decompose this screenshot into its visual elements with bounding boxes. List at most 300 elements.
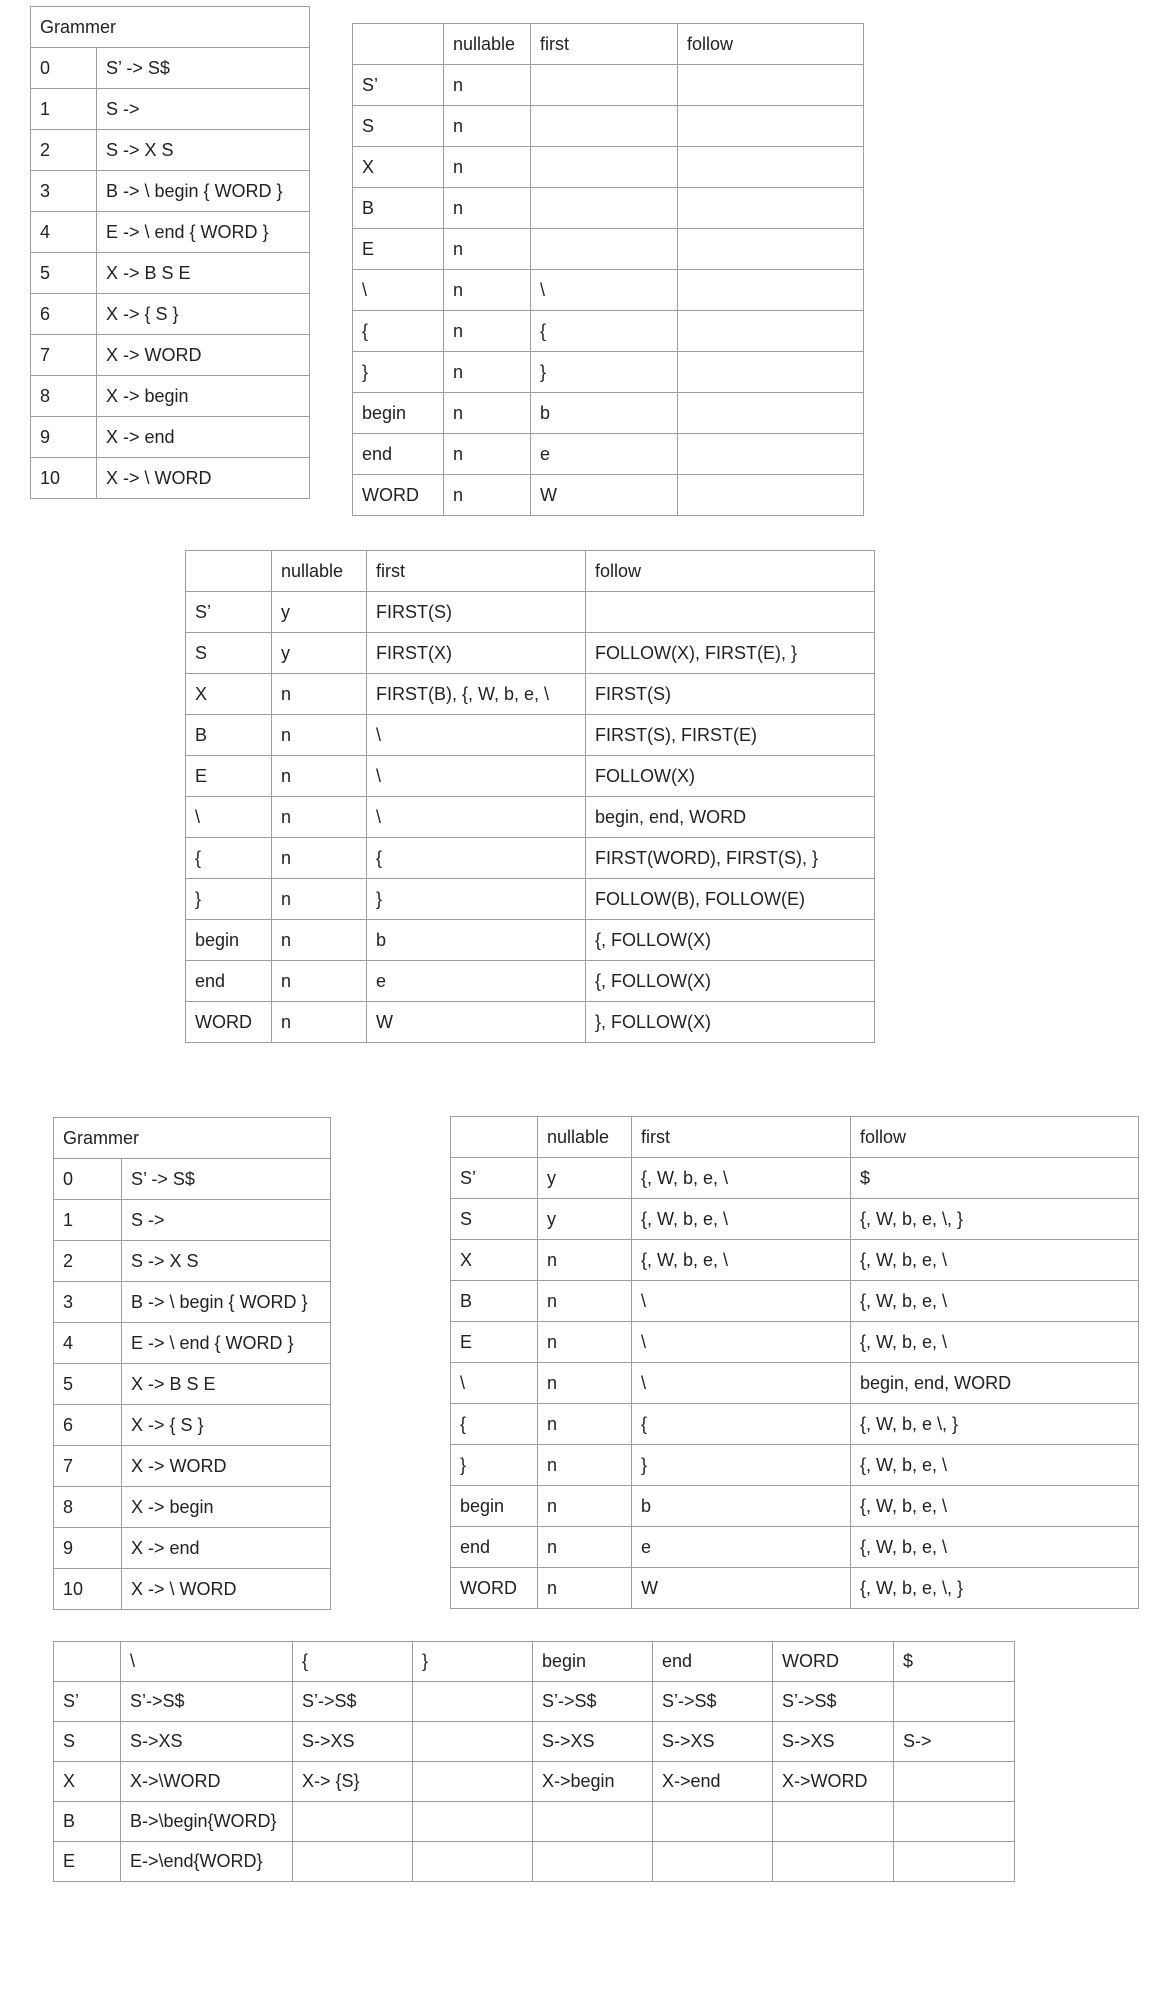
nullable-cell: n xyxy=(538,1363,632,1404)
nonterminal-cell: S’ xyxy=(54,1682,121,1722)
rule-number-cell: 3 xyxy=(54,1282,122,1323)
first-cell: W xyxy=(367,1002,586,1043)
rule-production-cell: E -> \ end { WORD } xyxy=(97,212,310,253)
rule-production-cell: X -> B S E xyxy=(97,253,310,294)
cell-rbrace xyxy=(413,1682,533,1722)
rule-production-cell: X -> \ WORD xyxy=(122,1569,331,1610)
nullable-cell: n xyxy=(538,1486,632,1527)
follow-cell: FIRST(WORD), FIRST(S), } xyxy=(586,838,875,879)
nonterminal-cell: X xyxy=(54,1762,121,1802)
first-cell xyxy=(531,147,678,188)
symbol-cell: S’ xyxy=(451,1158,538,1199)
nullable-cell: n xyxy=(538,1527,632,1568)
symbol-row xyxy=(451,1445,1139,1486)
follow-cell xyxy=(678,147,864,188)
follow-cell: {, W, b, e, \, } xyxy=(851,1568,1139,1609)
first-cell: e xyxy=(367,961,586,1002)
nullable-cell: n xyxy=(272,838,367,879)
nullable-cell: n xyxy=(272,797,367,838)
nullable-cell: n xyxy=(444,352,531,393)
grammar-rule-row xyxy=(54,1446,331,1487)
grammar-rule-row xyxy=(54,1323,331,1364)
follow-cell: {, FOLLOW(X) xyxy=(586,920,875,961)
follow-cell: FIRST(S), FIRST(E) xyxy=(586,715,875,756)
symbol-cell: X xyxy=(353,147,444,188)
first-cell: {, W, b, e, \ xyxy=(632,1199,851,1240)
rule-number-cell: 3 xyxy=(31,171,97,212)
symbol-row xyxy=(451,1486,1139,1527)
rule-number-cell: 4 xyxy=(54,1323,122,1364)
symbol-cell: WORD xyxy=(353,475,444,516)
parse-table-row xyxy=(54,1842,1015,1882)
cell-lbrace xyxy=(293,1842,413,1882)
cell-dollar: S-> xyxy=(894,1722,1015,1762)
rule-number-cell: 6 xyxy=(54,1405,122,1446)
grammar-title-row xyxy=(31,7,310,48)
nullable-cell: n xyxy=(444,65,531,106)
first-cell xyxy=(531,229,678,270)
nullable-cell: n xyxy=(538,1568,632,1609)
symbol-cell: B xyxy=(451,1281,538,1322)
rule-number-cell: 9 xyxy=(31,417,97,458)
follow-cell xyxy=(678,106,864,147)
symbol-row xyxy=(186,674,875,715)
rule-production-cell: X -> \ WORD xyxy=(97,458,310,499)
symbol-cell: begin xyxy=(353,393,444,434)
cell-begin: S’->S$ xyxy=(533,1682,653,1722)
grammar-table-2 xyxy=(53,1117,331,1610)
rule-production-cell: B -> \ begin { WORD } xyxy=(122,1282,331,1323)
first-cell: { xyxy=(632,1404,851,1445)
rule-production-cell: X -> { S } xyxy=(97,294,310,335)
rule-number-cell: 4 xyxy=(31,212,97,253)
symbol-row xyxy=(186,920,875,961)
rule-production-cell: S’ -> S$ xyxy=(97,48,310,89)
rule-number-cell: 0 xyxy=(31,48,97,89)
cell-rbrace xyxy=(413,1762,533,1802)
follow-cell: {, W, b, e, \, } xyxy=(851,1199,1139,1240)
symbol-row xyxy=(451,1240,1139,1281)
follow-cell: FIRST(S) xyxy=(586,674,875,715)
nullable-cell: n xyxy=(444,475,531,516)
grammar-rule-row xyxy=(31,417,310,458)
follow-cell xyxy=(678,229,864,270)
cell-end: X->end xyxy=(653,1762,773,1802)
nullable-cell: n xyxy=(272,961,367,1002)
follow-cell: }, FOLLOW(X) xyxy=(586,1002,875,1043)
follow-cell xyxy=(678,352,864,393)
nullable-cell: n xyxy=(444,229,531,270)
follow-cell: begin, end, WORD xyxy=(851,1363,1139,1404)
symbol-row xyxy=(353,352,864,393)
first-cell: \ xyxy=(367,756,586,797)
column-header: { xyxy=(293,1642,413,1682)
grammar-rule-row xyxy=(31,294,310,335)
nonterminal-cell: E xyxy=(54,1842,121,1882)
first-cell xyxy=(531,106,678,147)
column-header: \ xyxy=(121,1642,293,1682)
follow-cell xyxy=(678,188,864,229)
follow-cell: $ xyxy=(851,1158,1139,1199)
symbol-row xyxy=(353,475,864,516)
grammar-rule-row xyxy=(31,48,310,89)
cell-begin xyxy=(533,1802,653,1842)
follow-cell: begin, end, WORD xyxy=(586,797,875,838)
nullable-cell: y xyxy=(272,633,367,674)
first-cell: FIRST(B), {, W, b, e, \ xyxy=(367,674,586,715)
symbol-row xyxy=(186,797,875,838)
grammar-rule-row xyxy=(54,1528,331,1569)
nonterminal-cell: S xyxy=(54,1722,121,1762)
follow-cell: FOLLOW(B), FOLLOW(E) xyxy=(586,879,875,920)
symbol-cell: { xyxy=(451,1404,538,1445)
follow-cell xyxy=(586,592,875,633)
symbol-row xyxy=(186,838,875,879)
grammar-rule-row xyxy=(31,335,310,376)
parse-table-header-row xyxy=(54,1642,1015,1682)
rule-number-cell: 6 xyxy=(31,294,97,335)
symbol-cell: } xyxy=(353,352,444,393)
follow-cell: {, W, b, e, \ xyxy=(851,1240,1139,1281)
first-cell: FIRST(X) xyxy=(367,633,586,674)
first-cell xyxy=(531,188,678,229)
follow-cell xyxy=(678,434,864,475)
cell-lbrace: S’->S$ xyxy=(293,1682,413,1722)
first-cell: W xyxy=(531,475,678,516)
column-header: nullable xyxy=(272,551,367,592)
first-cell: { xyxy=(531,311,678,352)
follow-cell xyxy=(678,393,864,434)
column-header xyxy=(451,1117,538,1158)
symbol-cell: \ xyxy=(451,1363,538,1404)
first-cell: \ xyxy=(531,270,678,311)
nullable-cell: n xyxy=(538,1281,632,1322)
first-follow-table-1 xyxy=(352,23,864,516)
symbol-row xyxy=(353,270,864,311)
nullable-cell: y xyxy=(272,592,367,633)
symbol-cell: S xyxy=(353,106,444,147)
symbol-row xyxy=(186,1002,875,1043)
symbol-row xyxy=(451,1568,1139,1609)
nullable-cell: n xyxy=(538,1445,632,1486)
first-cell: {, W, b, e, \ xyxy=(632,1158,851,1199)
grammar-rule-row xyxy=(31,171,310,212)
grammar-rule-row xyxy=(31,253,310,294)
cell-backslash: S’->S$ xyxy=(121,1682,293,1722)
symbol-row xyxy=(186,961,875,1002)
rule-production-cell: X -> begin xyxy=(122,1487,331,1528)
grammar-rule-row xyxy=(54,1405,331,1446)
symbol-cell: { xyxy=(186,838,272,879)
grammar-rule-row xyxy=(54,1282,331,1323)
rule-production-cell: X -> end xyxy=(122,1528,331,1569)
symbol-row xyxy=(353,106,864,147)
column-header: WORD xyxy=(773,1642,894,1682)
symbol-cell: WORD xyxy=(186,1002,272,1043)
cell-rbrace xyxy=(413,1722,533,1762)
cell-dollar xyxy=(894,1762,1015,1802)
symbol-row xyxy=(451,1158,1139,1199)
rule-number-cell: 5 xyxy=(31,253,97,294)
follow-cell xyxy=(678,311,864,352)
symbol-row xyxy=(353,311,864,352)
first-cell: \ xyxy=(632,1281,851,1322)
symbol-row xyxy=(451,1527,1139,1568)
rule-production-cell: X -> { S } xyxy=(122,1405,331,1446)
column-header: nullable xyxy=(444,24,531,65)
column-header: begin xyxy=(533,1642,653,1682)
symbol-row xyxy=(353,65,864,106)
grammar-rule-row xyxy=(31,130,310,171)
rule-production-cell: X -> WORD xyxy=(97,335,310,376)
parse-table-row xyxy=(54,1802,1015,1842)
grammar-title-row xyxy=(54,1118,331,1159)
rule-production-cell: X -> WORD xyxy=(122,1446,331,1487)
grammar-title: Grammer xyxy=(31,7,310,48)
parse-table-row xyxy=(54,1682,1015,1722)
nullable-cell: n xyxy=(272,756,367,797)
column-header: follow xyxy=(586,551,875,592)
symbol-row xyxy=(186,756,875,797)
rule-production-cell: S -> xyxy=(122,1200,331,1241)
first-cell xyxy=(531,65,678,106)
grammar-rule-row xyxy=(54,1200,331,1241)
first-cell: \ xyxy=(367,715,586,756)
symbol-cell: B xyxy=(186,715,272,756)
symbol-row xyxy=(451,1404,1139,1445)
cell-word xyxy=(773,1802,894,1842)
grammar-rule-row xyxy=(54,1487,331,1528)
table-header-row xyxy=(186,551,875,592)
rule-number-cell: 7 xyxy=(54,1446,122,1487)
symbol-row xyxy=(186,879,875,920)
grammar-rule-row xyxy=(31,212,310,253)
cell-rbrace xyxy=(413,1802,533,1842)
cell-word: S->XS xyxy=(773,1722,894,1762)
symbol-cell: { xyxy=(353,311,444,352)
cell-word: X->WORD xyxy=(773,1762,894,1802)
nullable-cell: n xyxy=(538,1404,632,1445)
column-header: first xyxy=(367,551,586,592)
symbol-cell: } xyxy=(451,1445,538,1486)
symbol-cell: E xyxy=(186,756,272,797)
nullable-cell: n xyxy=(272,715,367,756)
nullable-cell: n xyxy=(538,1322,632,1363)
first-cell: \ xyxy=(632,1322,851,1363)
cell-begin xyxy=(533,1842,653,1882)
rule-production-cell: X -> end xyxy=(97,417,310,458)
nullable-cell: n xyxy=(444,434,531,475)
grammar-rule-row xyxy=(31,89,310,130)
cell-end xyxy=(653,1842,773,1882)
nullable-cell: y xyxy=(538,1158,632,1199)
cell-dollar xyxy=(894,1842,1015,1882)
first-cell: b xyxy=(531,393,678,434)
follow-cell: FOLLOW(X), FIRST(E), } xyxy=(586,633,875,674)
column-header xyxy=(353,24,444,65)
first-cell: {, W, b, e, \ xyxy=(632,1240,851,1281)
follow-cell: {, FOLLOW(X) xyxy=(586,961,875,1002)
first-cell: \ xyxy=(367,797,586,838)
column-header: } xyxy=(413,1642,533,1682)
symbol-cell: } xyxy=(186,879,272,920)
column-header: follow xyxy=(851,1117,1139,1158)
cell-dollar xyxy=(894,1802,1015,1842)
symbol-row xyxy=(353,147,864,188)
nullable-cell: n xyxy=(444,270,531,311)
symbol-row xyxy=(186,715,875,756)
grammar-rule-row xyxy=(54,1569,331,1610)
cell-backslash: X->\WORD xyxy=(121,1762,293,1802)
symbol-row xyxy=(451,1281,1139,1322)
rule-production-cell: S -> xyxy=(97,89,310,130)
grammar-rule-row xyxy=(31,458,310,499)
column-header: first xyxy=(531,24,678,65)
rule-number-cell: 10 xyxy=(54,1569,122,1610)
symbol-cell: end xyxy=(451,1527,538,1568)
column-header xyxy=(186,551,272,592)
nonterminal-cell: B xyxy=(54,1802,121,1842)
rule-production-cell: S’ -> S$ xyxy=(122,1159,331,1200)
rule-production-cell: B -> \ begin { WORD } xyxy=(97,171,310,212)
symbol-cell: X xyxy=(186,674,272,715)
first-follow-table-3 xyxy=(450,1116,1139,1609)
rule-number-cell: 2 xyxy=(31,130,97,171)
grammar-title: Grammer xyxy=(54,1118,331,1159)
nullable-cell: n xyxy=(272,879,367,920)
symbol-cell: end xyxy=(186,961,272,1002)
rule-number-cell: 10 xyxy=(31,458,97,499)
symbol-row xyxy=(186,592,875,633)
symbol-cell: B xyxy=(353,188,444,229)
symbol-row xyxy=(451,1363,1139,1404)
column-header xyxy=(54,1642,121,1682)
parse-table-row xyxy=(54,1762,1015,1802)
rule-production-cell: X -> B S E xyxy=(122,1364,331,1405)
follow-cell: {, W, b, e, \ xyxy=(851,1281,1139,1322)
follow-cell: {, W, b, e \, } xyxy=(851,1404,1139,1445)
cell-backslash: E->\end{WORD} xyxy=(121,1842,293,1882)
symbol-cell: E xyxy=(353,229,444,270)
symbol-row xyxy=(451,1322,1139,1363)
cell-begin: S->XS xyxy=(533,1722,653,1762)
symbol-cell: end xyxy=(353,434,444,475)
grammar-table-1 xyxy=(30,6,310,499)
column-header: end xyxy=(653,1642,773,1682)
cell-word xyxy=(773,1842,894,1882)
table-header-row xyxy=(451,1117,1139,1158)
nullable-cell: n xyxy=(444,147,531,188)
grammar-rule-row xyxy=(54,1159,331,1200)
first-cell: e xyxy=(531,434,678,475)
symbol-cell: S’ xyxy=(353,65,444,106)
follow-cell: {, W, b, e, \ xyxy=(851,1486,1139,1527)
nullable-cell: n xyxy=(444,188,531,229)
first-cell: } xyxy=(531,352,678,393)
symbol-cell: S’ xyxy=(186,592,272,633)
symbol-row xyxy=(353,229,864,270)
follow-cell: {, W, b, e, \ xyxy=(851,1322,1139,1363)
grammar-rule-row xyxy=(54,1241,331,1282)
follow-cell xyxy=(678,65,864,106)
follow-cell xyxy=(678,475,864,516)
rule-number-cell: 8 xyxy=(54,1487,122,1528)
symbol-row xyxy=(353,188,864,229)
rule-number-cell: 5 xyxy=(54,1364,122,1405)
nullable-cell: n xyxy=(272,674,367,715)
nullable-cell: n xyxy=(538,1240,632,1281)
rule-number-cell: 8 xyxy=(31,376,97,417)
grammar-rule-row xyxy=(31,376,310,417)
cell-end xyxy=(653,1802,773,1842)
nullable-cell: n xyxy=(444,311,531,352)
rule-production-cell: X -> begin xyxy=(97,376,310,417)
rule-number-cell: 1 xyxy=(54,1200,122,1241)
follow-cell: {, W, b, e, \ xyxy=(851,1527,1139,1568)
symbol-cell: S xyxy=(451,1199,538,1240)
nullable-cell: n xyxy=(272,1002,367,1043)
symbol-cell: E xyxy=(451,1322,538,1363)
rule-production-cell: E -> \ end { WORD } xyxy=(122,1323,331,1364)
column-header: $ xyxy=(894,1642,1015,1682)
first-cell: { xyxy=(367,838,586,879)
symbol-cell: \ xyxy=(186,797,272,838)
cell-lbrace: X-> {S} xyxy=(293,1762,413,1802)
cell-end: S->XS xyxy=(653,1722,773,1762)
follow-cell: FOLLOW(X) xyxy=(586,756,875,797)
rule-number-cell: 0 xyxy=(54,1159,122,1200)
symbol-cell: S xyxy=(186,633,272,674)
first-cell: } xyxy=(632,1445,851,1486)
follow-cell xyxy=(678,270,864,311)
nullable-cell: y xyxy=(538,1199,632,1240)
symbol-cell: X xyxy=(451,1240,538,1281)
cell-lbrace xyxy=(293,1802,413,1842)
rule-production-cell: S -> X S xyxy=(122,1241,331,1282)
nullable-cell: n xyxy=(444,393,531,434)
first-follow-table-2 xyxy=(185,550,875,1043)
first-cell: W xyxy=(632,1568,851,1609)
parse-table xyxy=(53,1641,1015,1882)
column-header: nullable xyxy=(538,1117,632,1158)
symbol-row xyxy=(451,1199,1139,1240)
table-header-row xyxy=(353,24,864,65)
cell-rbrace xyxy=(413,1842,533,1882)
symbol-row xyxy=(353,434,864,475)
cell-end: S’->S$ xyxy=(653,1682,773,1722)
rule-production-cell: S -> X S xyxy=(97,130,310,171)
first-cell: b xyxy=(632,1486,851,1527)
parse-table-row xyxy=(54,1722,1015,1762)
symbol-row xyxy=(353,393,864,434)
first-cell: b xyxy=(367,920,586,961)
rule-number-cell: 9 xyxy=(54,1528,122,1569)
first-cell: e xyxy=(632,1527,851,1568)
symbol-cell: WORD xyxy=(451,1568,538,1609)
cell-backslash: B->\begin{WORD} xyxy=(121,1802,293,1842)
grammar-rule-row xyxy=(54,1364,331,1405)
nullable-cell: n xyxy=(444,106,531,147)
cell-word: S’->S$ xyxy=(773,1682,894,1722)
cell-lbrace: S->XS xyxy=(293,1722,413,1762)
cell-backslash: S->XS xyxy=(121,1722,293,1762)
column-header: first xyxy=(632,1117,851,1158)
symbol-row xyxy=(186,633,875,674)
symbol-cell: begin xyxy=(451,1486,538,1527)
follow-cell: {, W, b, e, \ xyxy=(851,1445,1139,1486)
symbol-cell: \ xyxy=(353,270,444,311)
first-cell: \ xyxy=(632,1363,851,1404)
